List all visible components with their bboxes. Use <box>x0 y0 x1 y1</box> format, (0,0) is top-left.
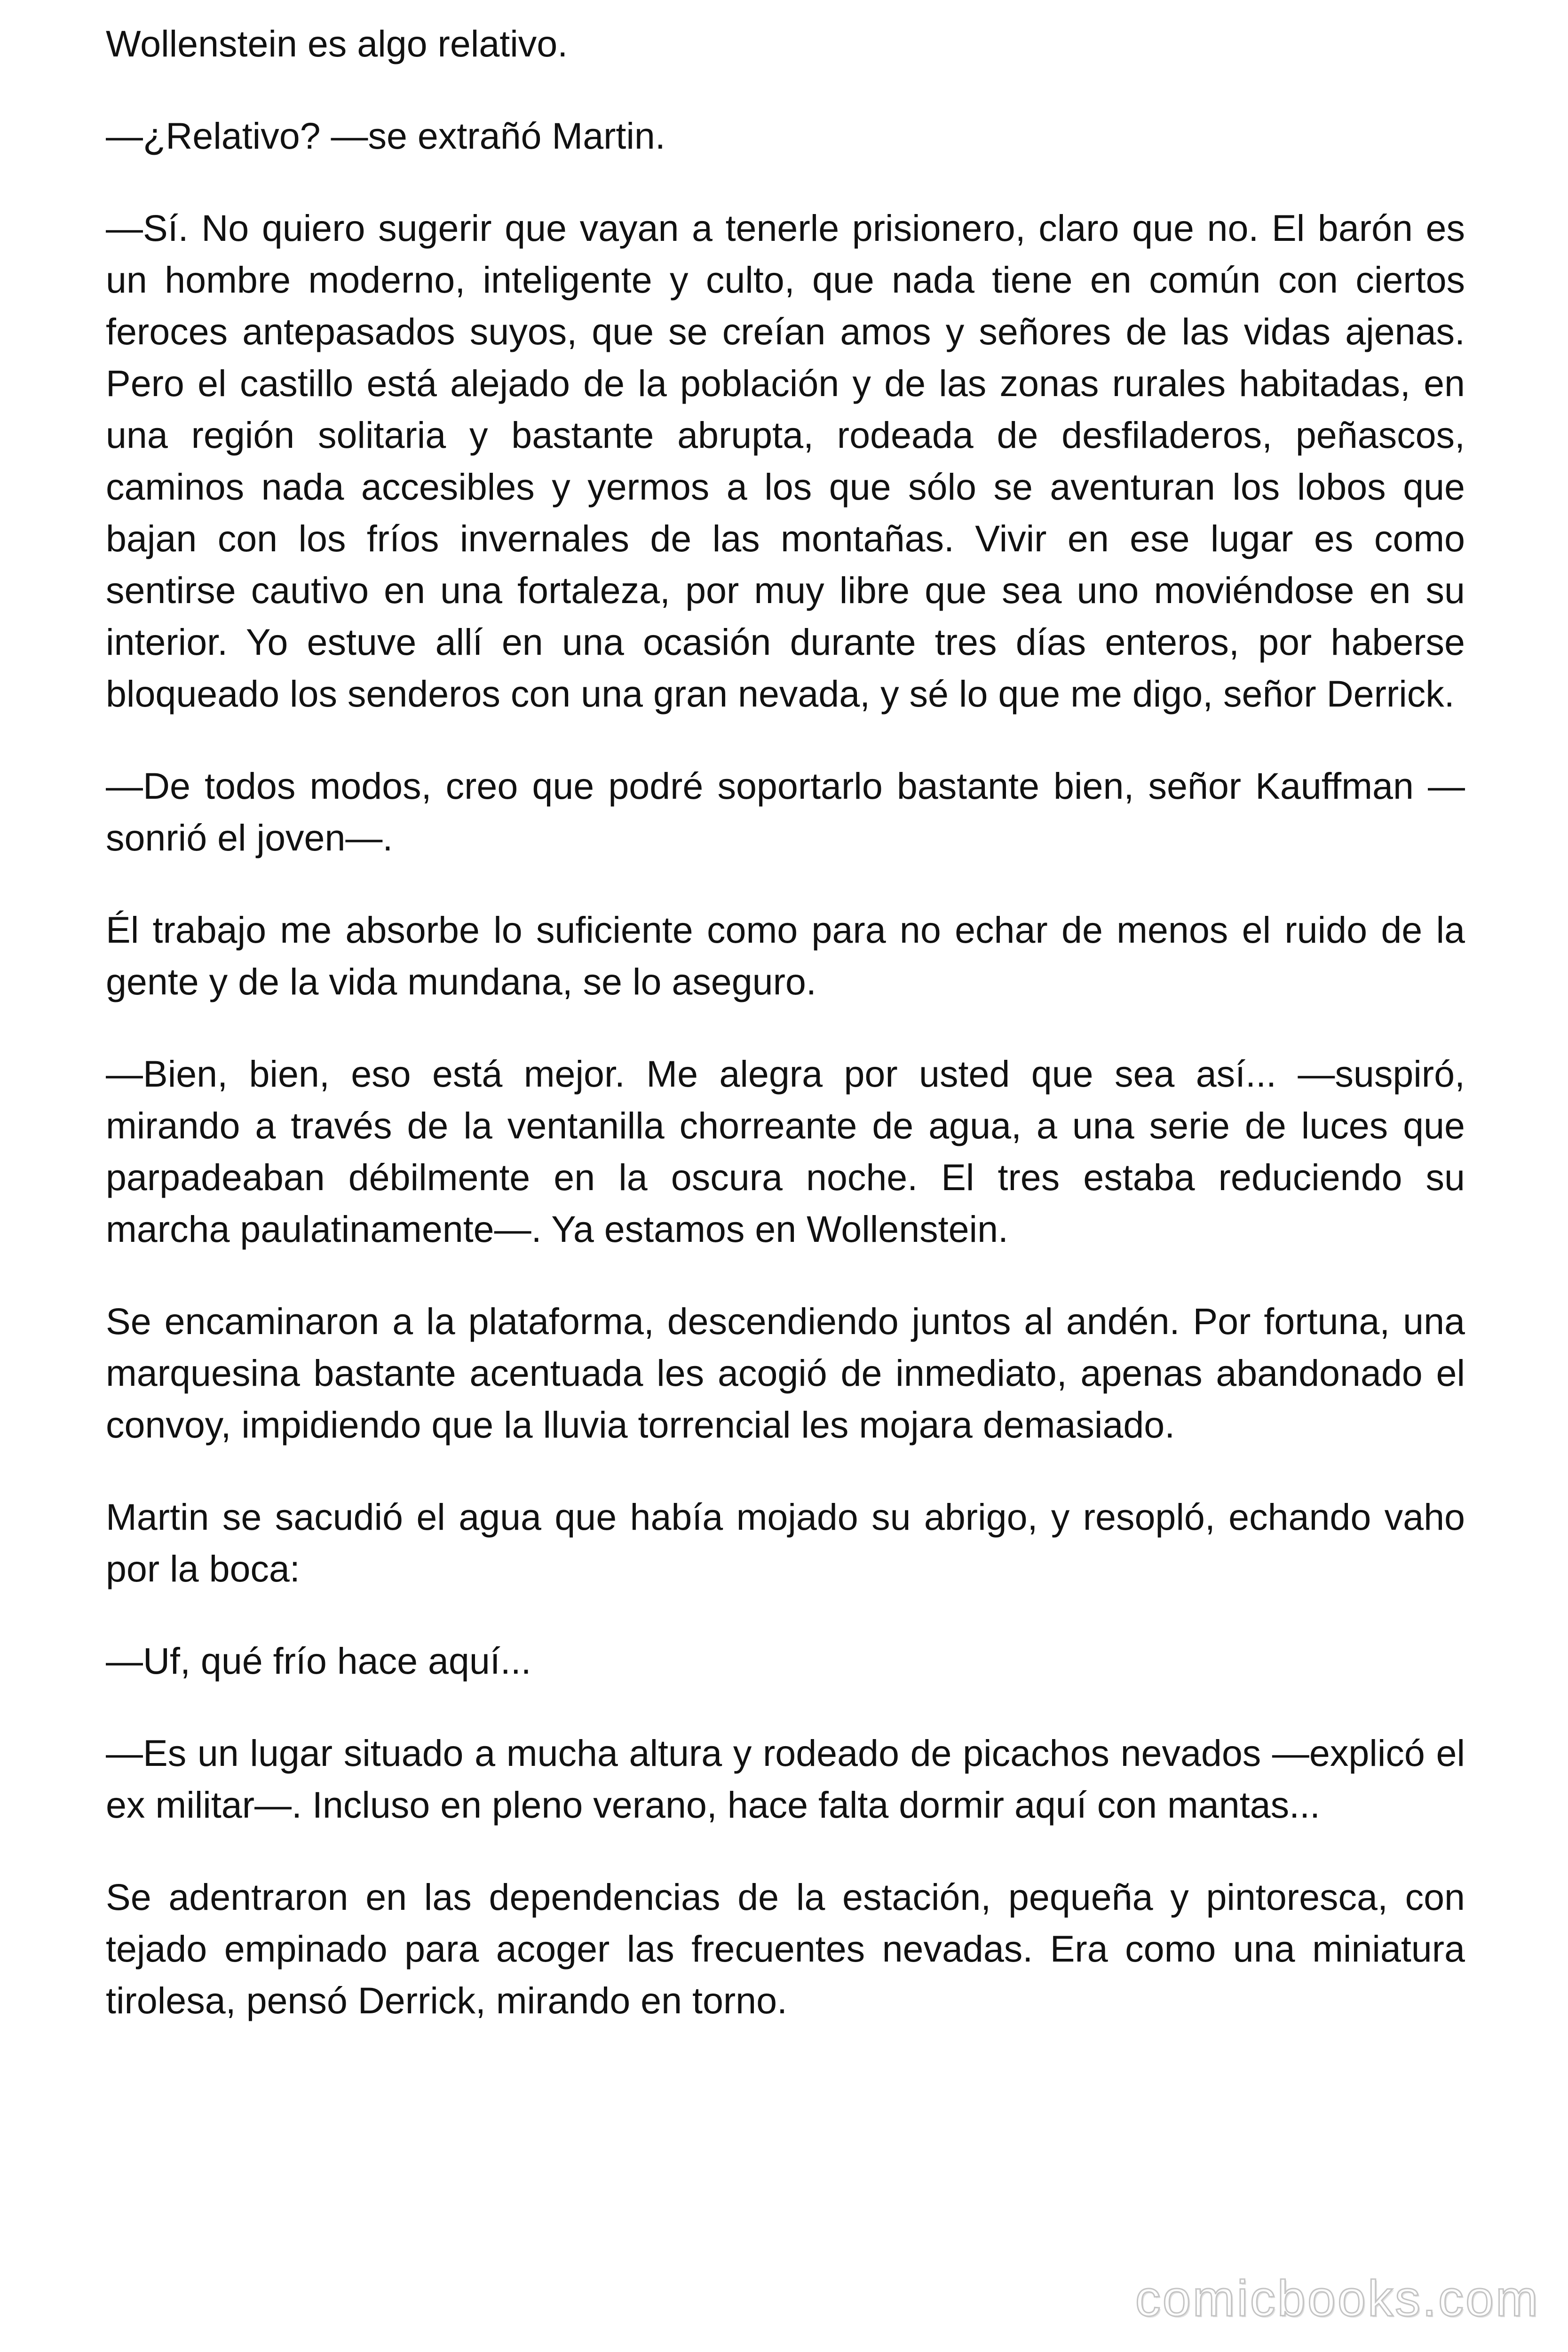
paragraph: —Uf, qué frío hace aquí... <box>106 1640 531 1682</box>
paragraph: —Es un lugar situado a mucha altura y rodeado de picachos nevados —explicó el ex militar—. Incluso en pleno verano, hace falta dormir aquí con mantas... <box>106 1732 1465 1826</box>
paragraph: Él trabajo me absorbe lo suficiente como para no echar de menos el ruido de la gente y de la vida mundana, se lo aseguro. <box>106 909 1465 1002</box>
paragraph: —Bien, bien, eso está mejor. Me alegra por usted que sea así... —suspiró, mirando a través de la ventanilla chorreante de agua, a una serie de luces que parpadeaban débilmente en la oscura noche. El tres estaba reduciendo su marcha paulatinamente—. Ya estamos en Wollenstein. <box>106 1053 1465 1250</box>
paragraph: —¿Relativo? —se extrañó Martin. <box>106 115 665 157</box>
paragraph: Martin se sacudió el agua que había mojado su abrigo, y resopló, echando vaho por la boca: <box>106 1496 1465 1589</box>
paragraph: Wollenstein es algo relativo. <box>106 23 568 64</box>
paragraph: —Sí. No quiero sugerir que vayan a tenerle prisionero, claro que no. El barón es un hombre moderno, inteligente y culto, que nada tiene en común con ciertos feroces antepasados suyos, que se creían amos y señores de las vidas ajenas. Pero el castillo está alejado de la población y de las zonas rurales habitadas, en una región solitaria y bastante abrupta, rodeada de desfiladeros, peñascos, caminos nada accesibles y yermos a los que sólo se aventuran los lobos que bajan con los fríos invernales de las montañas. Vivir en ese lugar es como sentirse cautivo en una fortaleza, por muy libre que sea uno moviéndose en su interior. Yo estuve allí en una ocasión durante tres días enteros, por haberse bloqueado los senderos con una gran nevada, y sé lo que me digo, señor Derrick. <box>106 207 1465 715</box>
paragraph: Se encaminaron a la plataforma, descendiendo juntos al andén. Por fortuna, una marquesina bastante acentuada les acogió de inmediato, apenas abandonado el convoy, impidiendo que la lluvia torrencial les mojara demasiado. <box>106 1300 1465 1446</box>
document-body <box>106 18 1465 2026</box>
watermark: comicbooks.com <box>1135 2270 1540 2327</box>
paragraph: Se adentraron en las dependencias de la estación, pequeña y pintoresca, con tejado empinado para acoger las frecuentes nevadas. Era como una miniatura tirolesa, pensó Derrick, mirando en torno. <box>106 1876 1465 2021</box>
paragraph: —De todos modos, creo que podré soportarlo bastante bien, señor Kauffman —sonrió el joven—. <box>106 765 1465 858</box>
